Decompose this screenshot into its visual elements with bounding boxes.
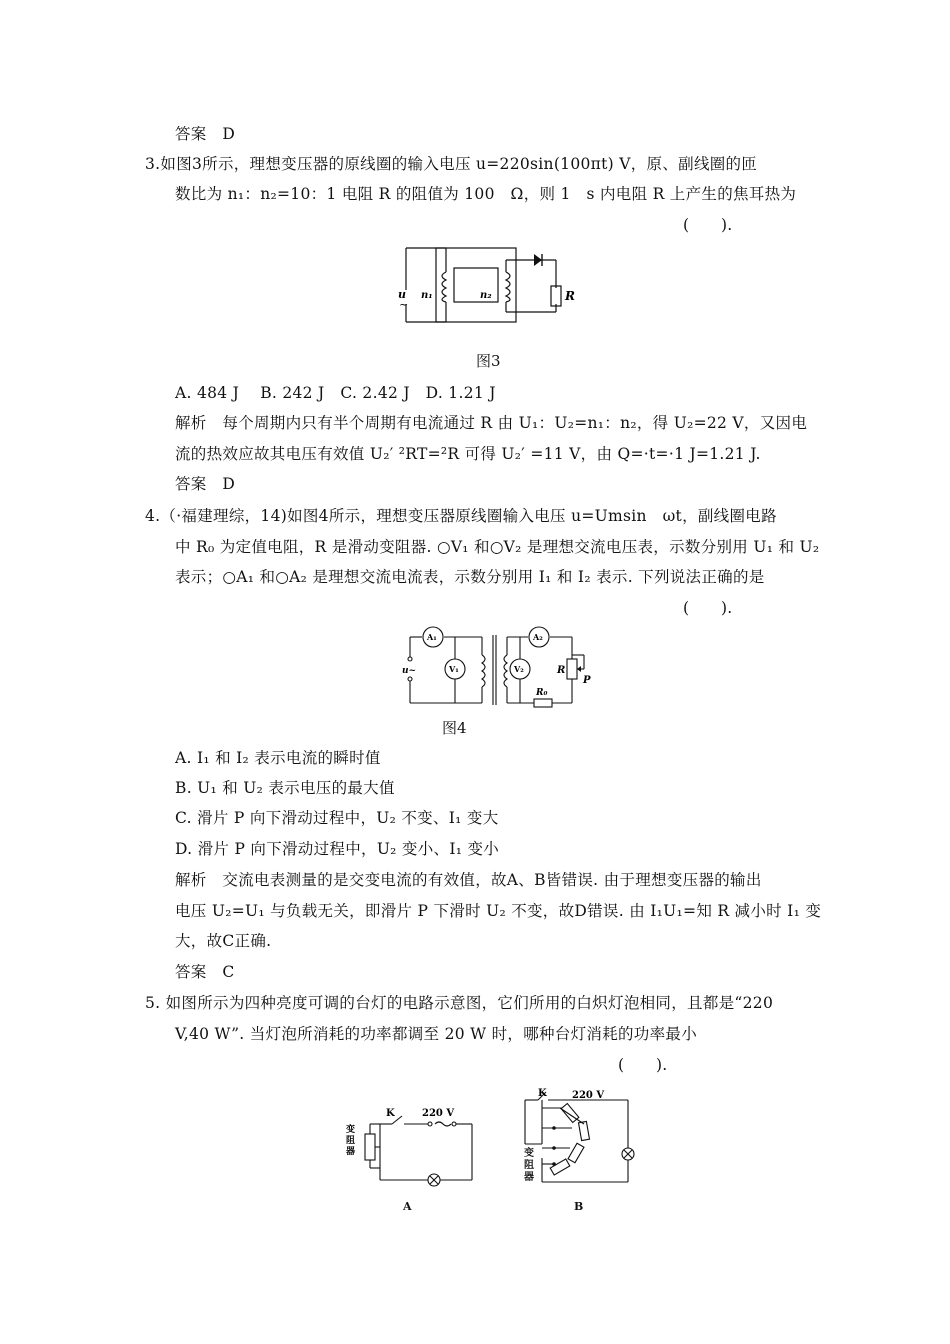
fig5b-k-label: K: [538, 1088, 547, 1099]
q3-line-2: 数比为 n₁：n₂=10：1 电阻 R 的阻值为 100 Ω，则 1 s 内电阻 R 上产生的焦耳热为: [175, 185, 797, 203]
q4-solution-line-3: 大，故C正确.: [175, 932, 272, 950]
figure-5b-circuit: [520, 1088, 640, 1188]
q5-line-2: V,40 W”. 当灯泡所消耗的功率都调至 20 W 时，哪种台灯消耗的功率最小: [175, 1025, 697, 1043]
fig4-r-label: R: [557, 665, 566, 676]
q3-answer: 答案 D: [175, 475, 236, 493]
fig3-r-label: R: [565, 289, 575, 303]
q4-option-a: A. I₁ 和 I₂ 表示电流的瞬时值: [175, 749, 381, 767]
fig5a-k-label: K: [386, 1108, 395, 1119]
fig4-r0-label: R₀: [536, 688, 548, 698]
fig4-a1-label: A₁: [427, 632, 437, 642]
q3-options: A. 484 J B. 242 J C. 2.42 J D. 1.21 J: [175, 384, 496, 402]
fig5a-caption: A: [403, 1200, 412, 1213]
q5-line-1: 5. 如图所示为四种亮度可调的台灯的电路示意图，它们所用的白炽灯泡相同，且都是“220: [145, 994, 774, 1012]
q4-answer: 答案 C: [175, 963, 235, 981]
figure-5a-circuit: [340, 1102, 480, 1202]
fig3-u-label: u: [398, 288, 406, 301]
q4-answer-paren: ( ).: [683, 599, 733, 617]
figure-3-caption: 图3: [476, 352, 501, 370]
fig5b-rheostat-label: 变阻器: [524, 1148, 534, 1183]
figure-4-caption: 图4: [442, 719, 467, 737]
q4-option-b: B. U₁ 和 U₂ 表示电压的最大值: [175, 779, 395, 797]
fig4-v2-label: V₂: [514, 664, 524, 674]
q4-line-1: 4.（·福建理综，14)如图4所示，理想变压器原线圈输入电压 u=Umsin ωt，副线圈电路: [145, 507, 777, 525]
q3-solution-line-1: 解析 每个周期内只有半个周期有电流通过 R 由 U₁：U₂=n₁：n₂，得 U₂=22 V，又因电: [175, 414, 808, 432]
fig4-u-label: u~: [402, 666, 417, 676]
fig5b-voltage-label: 220 V: [572, 1090, 605, 1101]
fig4-p-label: P: [583, 675, 591, 686]
q4-line-3: 表示；○A₁ 和○A₂ 是理想交流电流表，示数分别用 I₁ 和 I₂ 表示. 下列说法正确的是: [175, 568, 765, 586]
q4-line-2: 中 R₀ 为定值电阻，R 是滑动变阻器. ○V₁ 和○V₂ 是理想交流电压表，示数分别用 U₁ 和 U₂: [175, 538, 820, 556]
fig5a-voltage-label: 220 V: [422, 1108, 455, 1119]
q3-line-1: 3.如图3所示，理想变压器的原线圈的输入电压 u=220sin(100πt) V，原、副线圈的匝: [145, 155, 758, 173]
figure-3-transformer: [390, 240, 590, 330]
fig4-v1-label: V₁: [449, 664, 459, 674]
q4-solution-line-2: 电压 U₂=U₁ 与负载无关，即滑片 P 下滑时 U₂ 不变，故D错误. 由 I₁U₁=知 R 减小时 I₁ 变: [175, 902, 822, 920]
fig5a-rheostat-label: 变阻器: [346, 1125, 356, 1157]
q4-option-c: C. 滑片 P 向下滑动过程中，U₂ 不变、I₁ 变大: [175, 809, 499, 827]
figure-4-circuit: [400, 625, 600, 715]
fig3-tilde: ~: [399, 298, 409, 311]
fig5b-caption: B: [574, 1200, 584, 1213]
fig4-a2-label: A₂: [533, 632, 543, 642]
q4-solution-line-1: 解析 交流电表测量的是交变电流的有效值，故A、B皆错误. 由于理想变压器的输出: [175, 871, 762, 889]
q3-solution-line-2: 流的热效应故其电压有效值 U₂′ ²RT=²R 可得 U₂′ =11 V，由 Q=·t=·1 J=1.21 J.: [175, 445, 761, 463]
answer-prev: 答案 D: [175, 125, 236, 143]
fig3-n1-label: n₁: [421, 290, 433, 301]
q3-answer-paren: ( ).: [683, 216, 733, 234]
q5-answer-paren: ( ).: [618, 1056, 668, 1074]
q4-option-d: D. 滑片 P 向下滑动过程中，U₂ 变小、I₁ 变小: [175, 840, 500, 858]
fig3-n2-label: n₂: [480, 290, 492, 301]
